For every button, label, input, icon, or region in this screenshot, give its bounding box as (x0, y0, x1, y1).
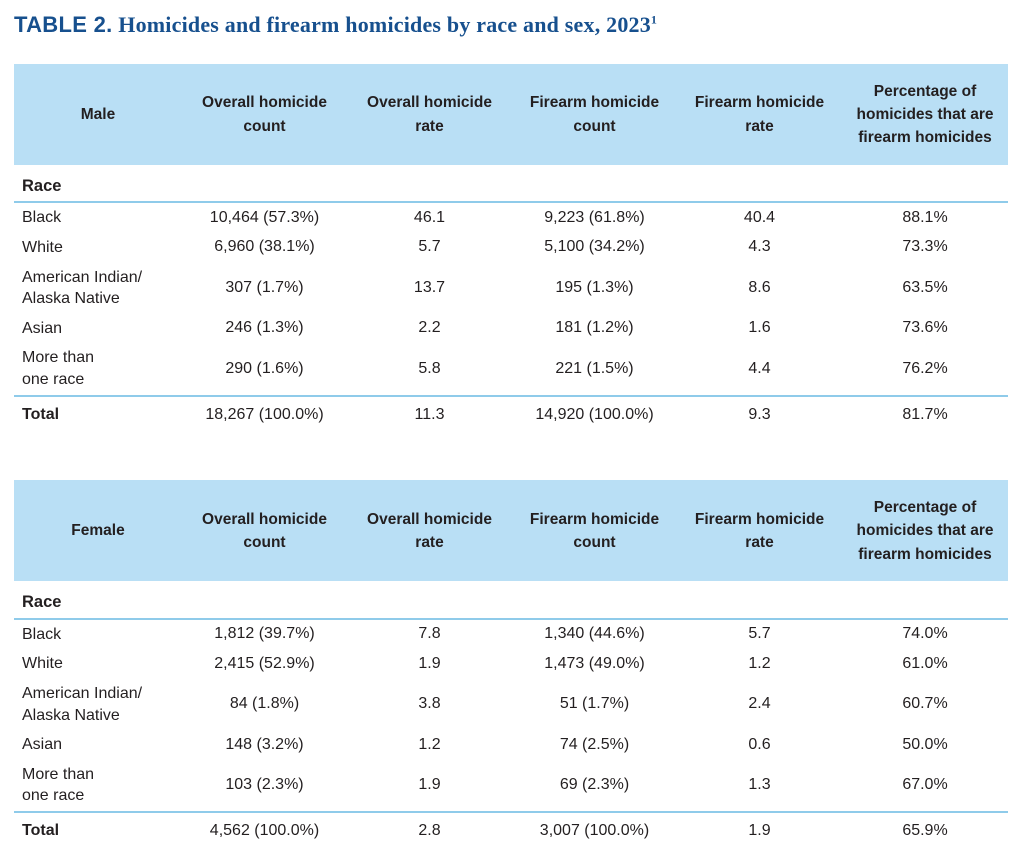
value-cell: 46.1 (413, 208, 446, 226)
race-cell (14, 314, 182, 344)
value-cell: 13.7 (413, 278, 446, 296)
column-header-overall-count: Overall homicide count (182, 64, 347, 168)
table-row (14, 263, 1008, 314)
column-header-pct-firearm: Percentage of homicides that are firearm homicides (842, 480, 1008, 584)
race-cell (14, 202, 182, 233)
value-cell: 7.8 (418, 625, 441, 643)
race-cell (14, 233, 182, 263)
value-cell: 103 (2.3%) (225, 775, 304, 793)
column-header-overall-rate: Overall homicide rate (347, 64, 512, 168)
table-row (14, 619, 1008, 650)
value-cell: 74 (2.5%) (559, 735, 630, 753)
race-label: White (22, 655, 63, 673)
section-row-race (14, 168, 1008, 202)
race-cell (14, 760, 182, 812)
value-cell: 1.9 (418, 775, 441, 793)
value-cell: 84 (1.8%) (229, 695, 300, 713)
value-cell: 40.4 (743, 208, 776, 226)
section-row-race (14, 584, 1008, 618)
race-cell (14, 679, 182, 730)
value-cell: 9.3 (677, 396, 842, 435)
value-cell: 51 (1.7%) (559, 695, 630, 713)
table-number-label: TABLE 2. (14, 12, 113, 37)
race-label: American Indian/ (22, 685, 143, 703)
value-cell: 1.9 (418, 654, 441, 672)
value-cell: 1.2 (748, 654, 771, 672)
table-row (14, 343, 1008, 395)
table-row (14, 233, 1008, 263)
value-cell: 1,812 (39.7%) (214, 625, 315, 643)
race-cell (14, 730, 182, 760)
column-header-firearm-rate: Firearm homicide rate (677, 64, 842, 168)
table-row (14, 202, 1008, 233)
value-cell: 195 (1.3%) (555, 278, 634, 296)
table-female-header (14, 480, 1008, 584)
race-label-line2: Alaska Native (22, 290, 120, 308)
value-cell: 65.9% (842, 812, 1008, 851)
race-label-line2: Alaska Native (22, 706, 120, 724)
total-label: Total (14, 812, 182, 851)
value-cell: 1.3 (748, 775, 771, 793)
race-cell (14, 649, 182, 679)
table-row (14, 679, 1008, 730)
group-header-male: Male (14, 64, 182, 168)
value-cell: 4.3 (748, 238, 771, 256)
race-cell (14, 619, 182, 650)
column-header-overall-rate: Overall homicide rate (347, 480, 512, 584)
value-cell: 5.7 (748, 625, 771, 643)
race-label: Asian (22, 319, 63, 337)
table-male-header (14, 64, 1008, 168)
footnote-marker: 1 (650, 12, 658, 27)
table-row (14, 760, 1008, 812)
value-cell: 9,223 (61.8%) (544, 208, 645, 226)
table-title-text: Homicides and firearm homicides by race and sex, 2023 (112, 12, 651, 37)
value-cell: 10,464 (57.3%) (209, 208, 320, 226)
value-cell: 181 (1.2%) (555, 319, 634, 337)
column-header-pct-firearm: Percentage of homicides that are firearm homicides (842, 64, 1008, 168)
value-cell: 4.4 (748, 359, 771, 377)
table-male (14, 64, 1008, 434)
race-label: Black (22, 209, 62, 227)
value-cell: 221 (1.5%) (555, 359, 634, 377)
value-cell: 6,960 (38.1%) (214, 238, 315, 256)
race-cell (14, 343, 182, 395)
group-header-female: Female (14, 480, 182, 584)
race-cell (14, 263, 182, 314)
value-cell: 0.6 (748, 735, 771, 753)
value-cell: 11.3 (347, 396, 512, 435)
value-cell: 50.0% (902, 735, 948, 753)
value-cell: 148 (3.2%) (225, 735, 304, 753)
total-row (14, 396, 1008, 435)
race-label: Black (22, 625, 62, 643)
value-cell: 14,920 (100.0%) (512, 396, 677, 435)
value-cell: 73.3% (902, 238, 948, 256)
value-cell: 246 (1.3%) (225, 319, 304, 337)
value-cell: 63.5% (902, 278, 948, 296)
race-label: American Indian/ (22, 268, 143, 286)
value-cell: 2.4 (748, 695, 771, 713)
total-row (14, 812, 1008, 851)
value-cell: 88.1% (902, 208, 948, 226)
value-cell: 8.6 (748, 278, 771, 296)
value-cell: 18,267 (100.0%) (182, 396, 347, 435)
page-title (14, 12, 1014, 38)
section-label: Race (14, 168, 1008, 202)
table-female (14, 480, 1008, 850)
value-cell: 3,007 (100.0%) (512, 812, 677, 851)
value-cell: 81.7% (842, 396, 1008, 435)
value-cell: 2,415 (52.9%) (214, 654, 315, 672)
race-label-line2: one race (22, 371, 85, 388)
value-cell: 1,473 (49.0%) (544, 654, 645, 672)
value-cell: 3.8 (418, 695, 441, 713)
value-cell: 67.0% (902, 775, 948, 793)
table-row (14, 314, 1008, 344)
value-cell: 2.8 (347, 812, 512, 851)
value-cell: 2.2 (418, 319, 441, 337)
value-cell: 5.8 (418, 359, 441, 377)
race-label: More than (22, 349, 95, 367)
race-label: White (22, 239, 63, 257)
column-header-firearm-rate: Firearm homicide rate (677, 480, 842, 584)
value-cell: 1,340 (44.6%) (544, 625, 645, 643)
value-cell: 61.0% (902, 654, 948, 672)
value-cell: 76.2% (902, 359, 948, 377)
value-cell: 60.7% (902, 695, 948, 713)
value-cell: 290 (1.6%) (225, 359, 304, 377)
value-cell: 307 (1.7%) (225, 278, 304, 296)
race-label: Asian (22, 736, 63, 754)
column-header-firearm-count: Firearm homicide count (512, 480, 677, 584)
table-row (14, 649, 1008, 679)
section-label: Race (14, 584, 1008, 618)
value-cell: 73.6% (902, 319, 948, 337)
column-header-overall-count: Overall homicide count (182, 480, 347, 584)
table-row (14, 730, 1008, 760)
value-cell: 1.6 (748, 319, 771, 337)
value-cell: 74.0% (902, 625, 948, 643)
race-label: More than (22, 765, 95, 783)
column-header-firearm-count: Firearm homicide count (512, 64, 677, 168)
race-label-line2: one race (22, 787, 85, 805)
value-cell: 1.2 (418, 735, 441, 753)
value-cell: 1.9 (677, 812, 842, 851)
value-cell: 5,100 (34.2%) (544, 238, 645, 256)
total-label: Total (14, 396, 182, 435)
value-cell: 4,562 (100.0%) (182, 812, 347, 851)
value-cell: 5.7 (418, 238, 441, 256)
value-cell: 69 (2.3%) (559, 775, 630, 793)
